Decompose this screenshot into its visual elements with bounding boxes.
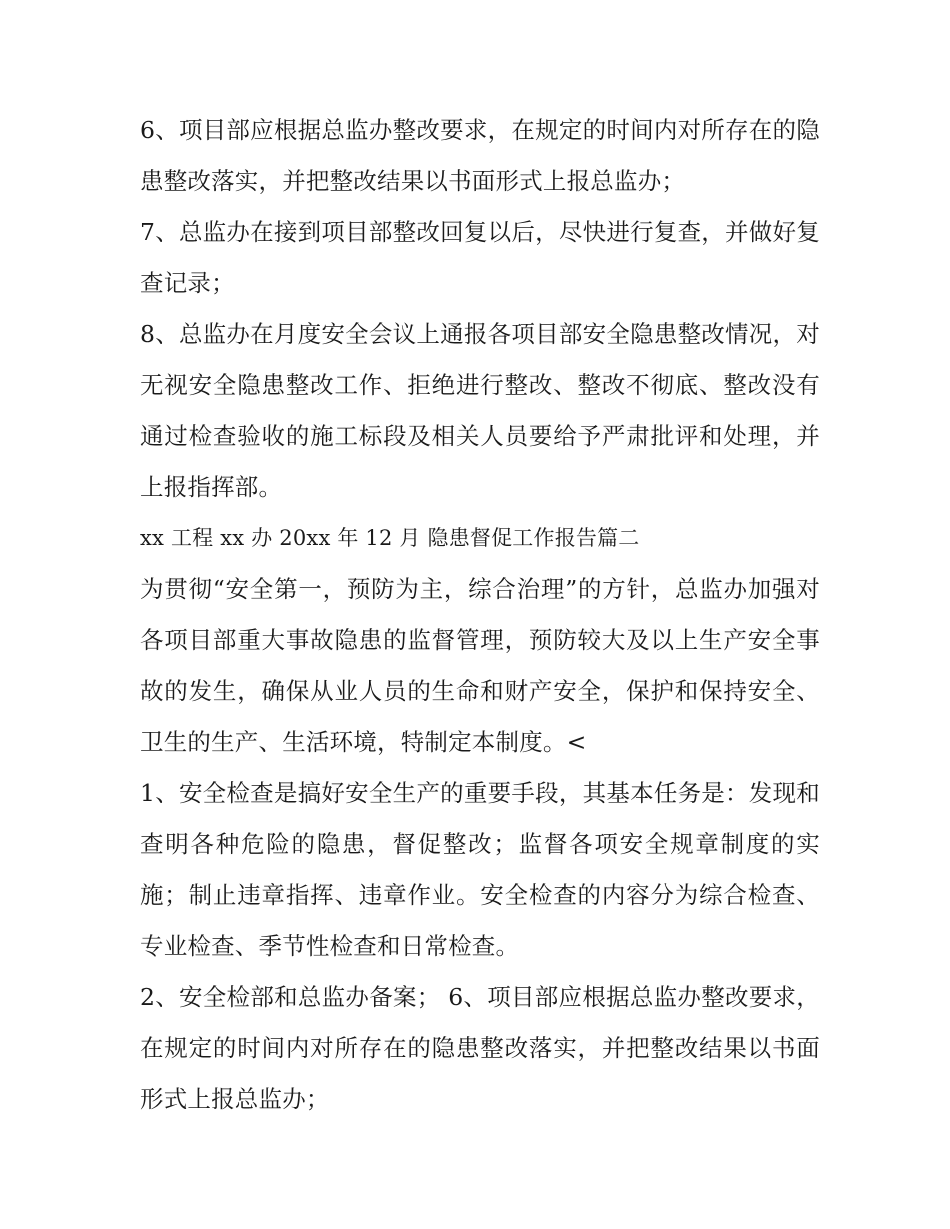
paragraph-item-2: 2、安全检部和总监办备案； 6、项目部应根据总监办整改要求，在规定的时间内对所存在的隐患整改落实，并把整改结果以书面形式上报总监办；	[140, 983, 820, 1113]
section-heading: xx 工程 xx 办 20xx 年 12 月 隐患督促工作报告篇二	[140, 526, 640, 550]
intro-paragraph: 为贯彻“安全第一，预防为主，综合治理”的方针，总监办加强对各项目部重大事故隐患的监督管理，预防较大及以上生产安全事故的发生，确保从业人员的生命和财产安全，保护和保持安全、卫生的生产、生活环境，特制定本制度。<	[140, 575, 820, 756]
paragraph-item-1: 1、安全检查是搞好安全生产的重要手段，其基本任务是：发现和查明各种危险的隐患，督促整改；监督各项安全规章制度的实施；制止违章指挥、违章作业。安全检查的内容分为综合检查、专业检查、季节性检查和日常检查。	[140, 779, 820, 960]
document-body	[140, 105, 820, 1125]
paragraph-item-8: 8、总监办在月度安全会议上通报各项目部安全隐患整改情况，对无视安全隐患整改工作、拒绝进行整改、整改不彻底、整改没有通过检查验收的施工标段及相关人员要给予严肃批评和处理，并上报指挥部。	[140, 320, 820, 501]
paragraph-item-7: 7、总监办在接到项目部整改回复以后，尽快进行复查，并做好复查记录；	[140, 218, 820, 297]
paragraph-item-6: 6、项目部应根据总监办整改要求，在规定的时间内对所存在的隐患整改落实，并把整改结果以书面形式上报总监办；	[140, 116, 820, 195]
